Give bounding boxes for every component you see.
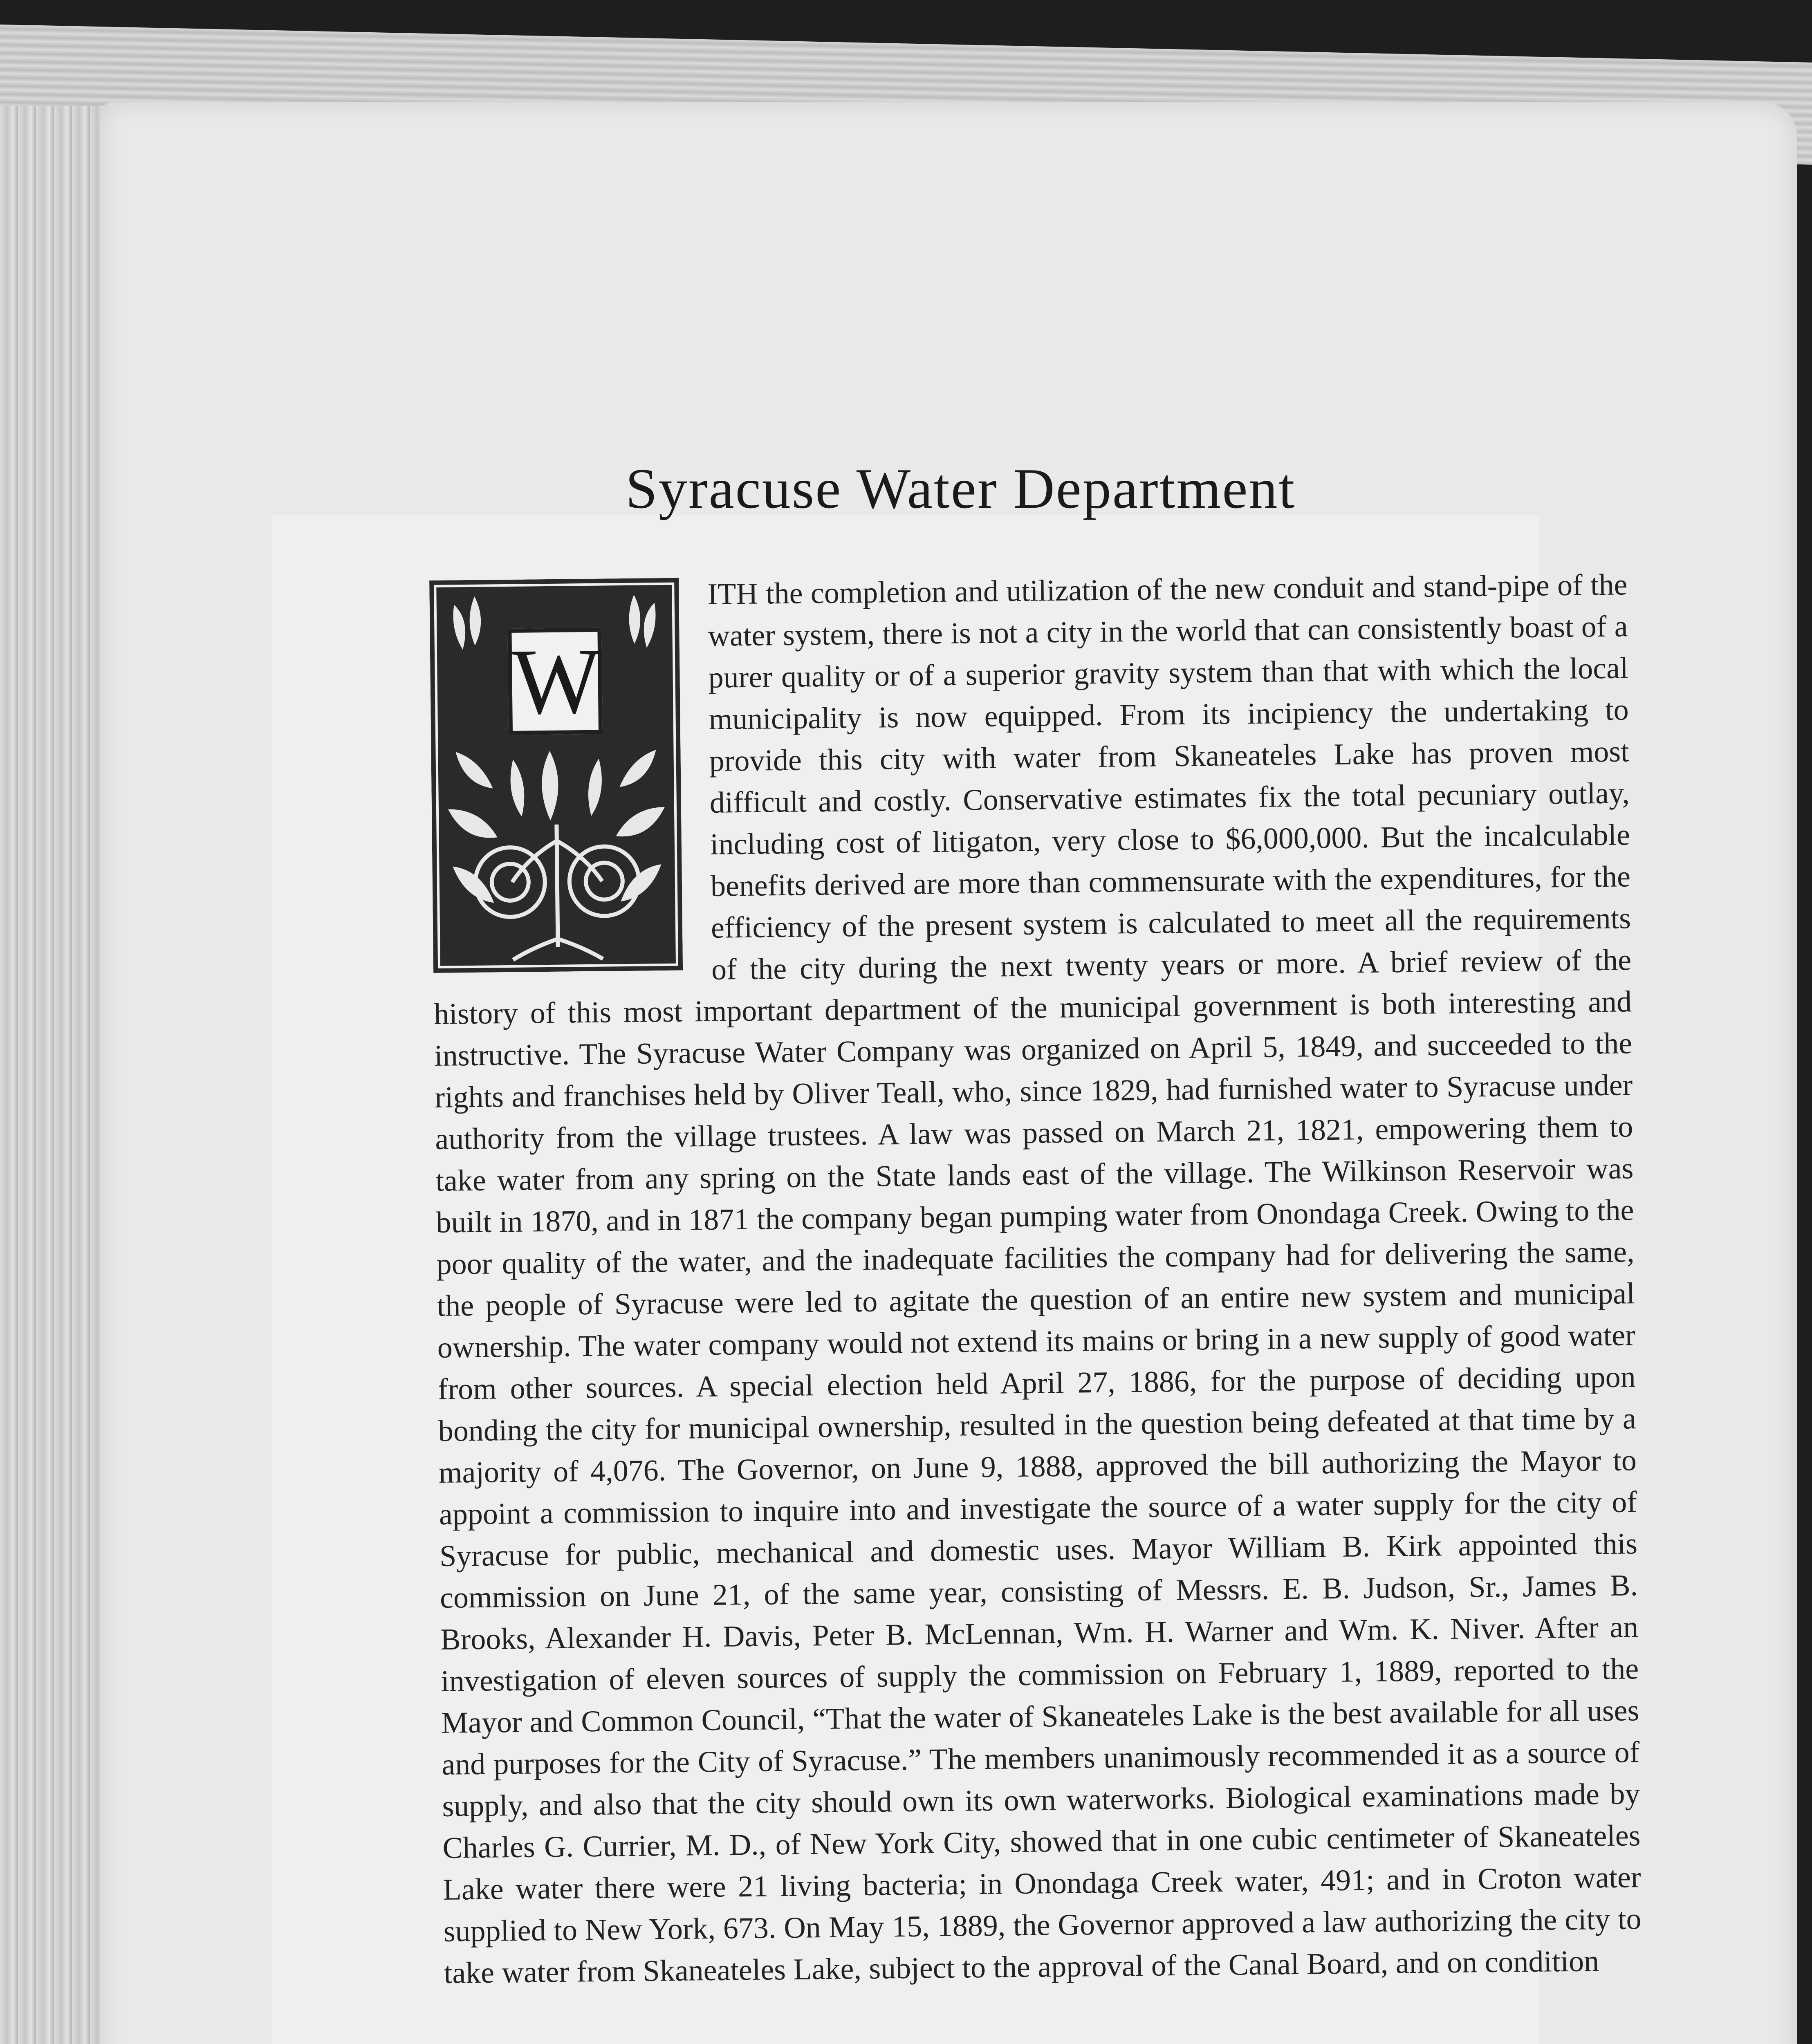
page-title: Syracuse Water Department [626, 457, 1296, 520]
article-body [429, 564, 1646, 2044]
ornamental-drop-cap [429, 578, 683, 973]
drop-cap-letter: W [507, 628, 603, 735]
article-body-text: ITH the completion and utilization of the new conduit and stand-pipe of the water system, there is not a city in the world that can consistently boast of a purer quality or of a superior gravity system than that with which the local municipality is now equipped. From its incipiency the undertaking to provide this city with water from Skaneateles Lake has proven most difficult and costly. Conservative estimates fix the total pecuniary outlay, including cost of litigaton, very close to $6,000,000. But the incalculable benefits derived are more than commensurate with the expenditures, for the efficiency of the present system is calculated to meet all the requirements of the city during the next twenty years or more. A brief review of the history of this most important department of the municipal government is both interesting and instructive. The Syracuse Water Company was organized on April 5, 1849, and succeeded to the rights and franchises held by Oliver Teall, who, since 1829, had furnished water to Syracuse under authority from the village trustees. A law was passed on March 21, 1821, empowering them to take water from any spring on the State lands east of the village. The Wilkinson Reservoir was built in 1870, and in 1871 the company began pumping water from Onondaga Creek. Owing to the poor quality of the water, and the inadequate facilities the company had for delivering the same, the people of Syracuse were led to agitate the question of an entire new system and municipal ownership. The water company would not extend its mains or bring in a new supply of good water from other sources. A special election held April 27, 1886, for the purpose of deciding upon bonding the city for municipal ownership, resulted in the question being defeated at that time by a majority of 4,076. The Governor, on June 9, 1888, approved the bill authorizing the Mayor to appoint a commission to inquire into and investigate the source of a water supply for the city of Syracuse for public, mechanical and domestic uses. Mayor William B. Kirk appointed this commission on June 21, of the same year, consisting of Messrs. E. B. Judson, Sr., James B. Brooks, Alexander H. Davis, Peter B. McLennan, Wm. H. Warner and Wm. K. Niver. After an investigation of eleven sources of supply the commission on February 1, 1889, reported to the Mayor and Common Council, “That the water of Skaneateles Lake is the best available for all uses and purposes for the City of Syracuse.” The members unanimously recommended it as a source of supply, and also that the city should own its own waterworks. Biological examinations made by Charles G. Currier, M. D., of New York City, showed that in one cubic centimeter of Skaneateles Lake water there were 21 living bacteria; in Onondaga Creek water, 491; and in Croton water supplied to New York, 673. On May 15, 1889, the Governor approved a law authorizing the city to take water from Skaneateles Lake, subject to the approval of the Canal Board, and on condition [433, 568, 1642, 1990]
